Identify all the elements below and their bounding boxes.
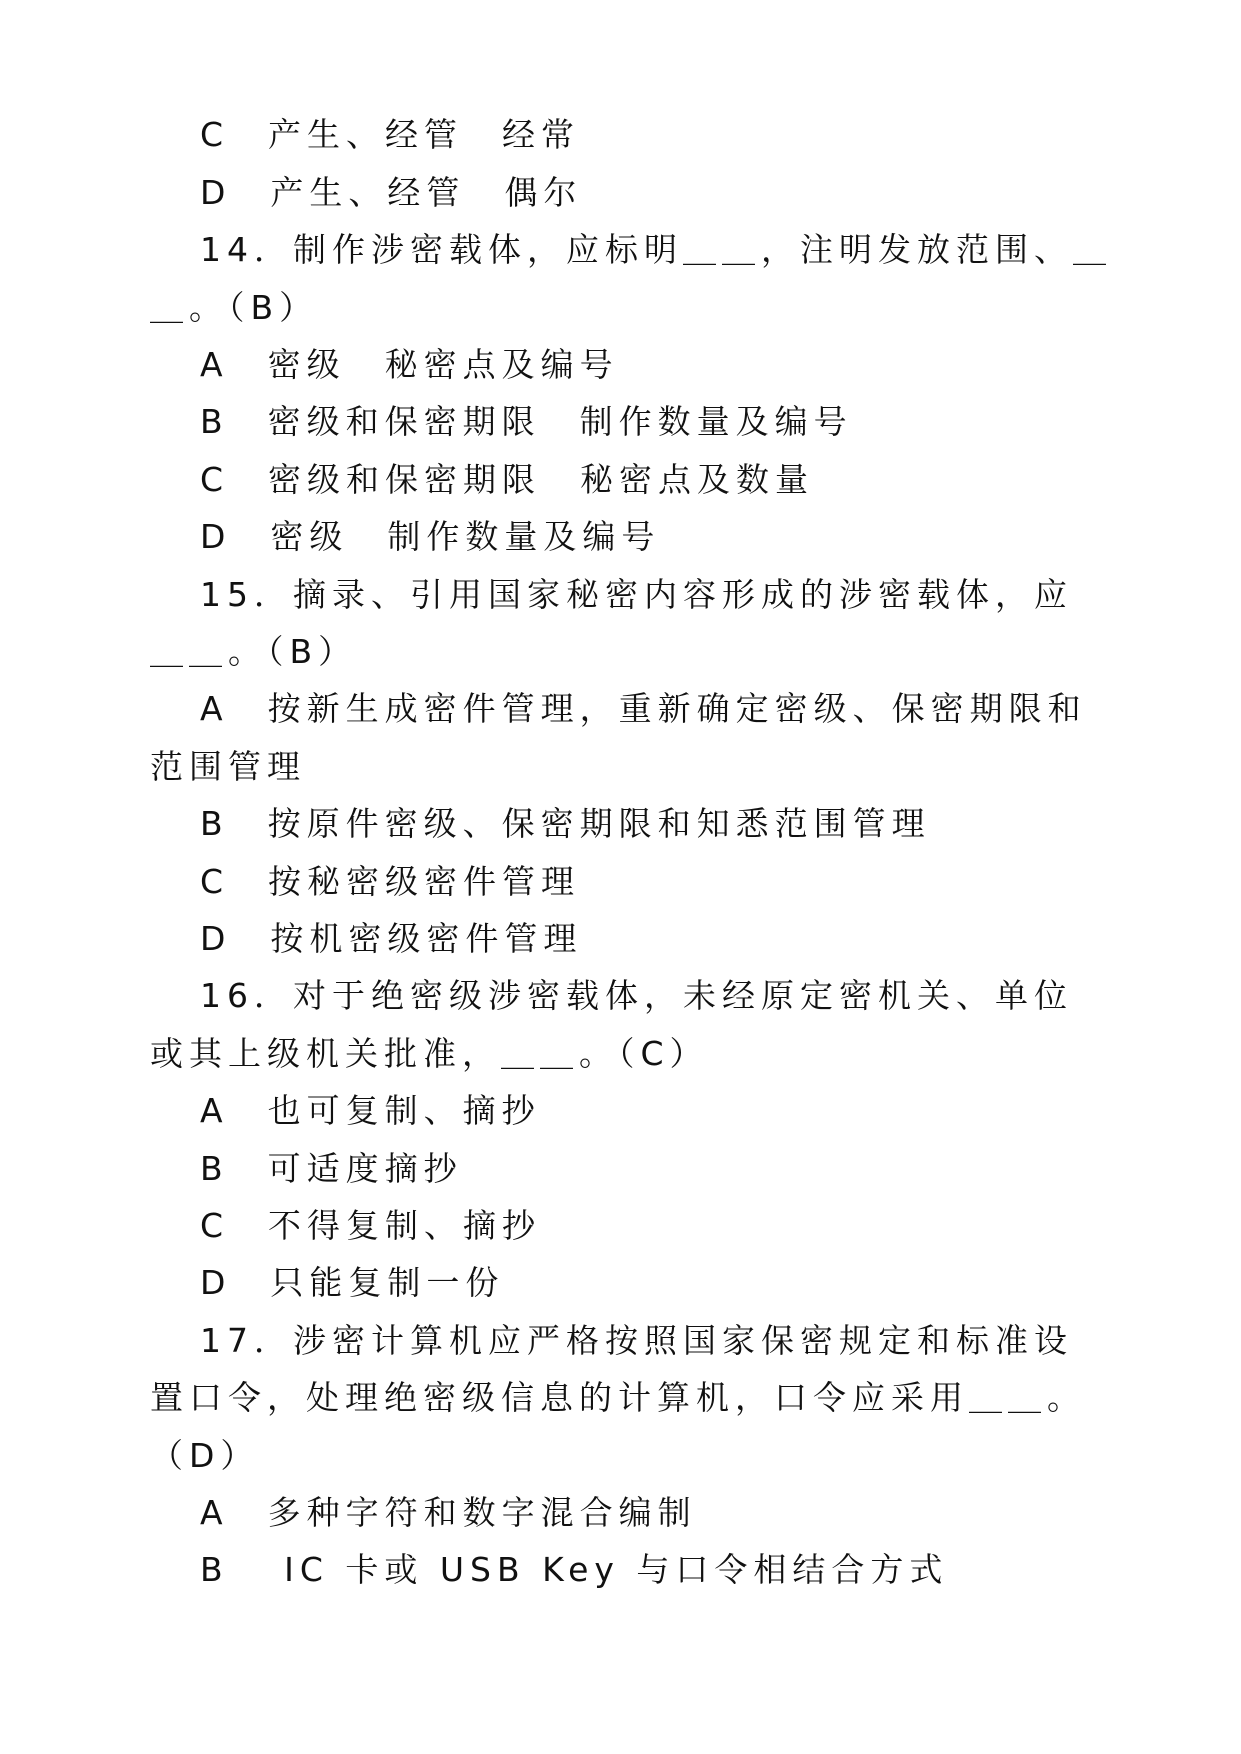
question-15-continued: ＿＿。（B）	[150, 632, 358, 671]
question-14-continued: ＿。（B）	[150, 288, 319, 327]
option-b-q15: B 按原件密级、保密期限和知悉范围管理	[200, 804, 931, 843]
question-15: 15．摘录、引用国家秘密内容形成的涉密载体，应	[200, 575, 1073, 614]
option-a-q14: A 密级 秘密点及编号	[200, 345, 619, 384]
option-d-q15: D 按机密级密件管理	[200, 919, 583, 958]
option-a-q17: A 多种字符和数字混合编制	[200, 1493, 697, 1532]
option-b-q14: B 密级和保密期限 制作数量及编号	[200, 402, 853, 441]
option-c-q14: C 密级和保密期限 秘密点及数量	[200, 460, 815, 499]
option-a-q16: A 也可复制、摘抄	[200, 1091, 541, 1130]
option-d-q13: D 产生、经管 偶尔	[200, 173, 583, 212]
option-b-q17: B IC 卡或 USB Key 与口令相结合方式	[200, 1550, 949, 1589]
question-17: 17．涉密计算机应严格按照国家保密规定和标准设	[200, 1321, 1073, 1360]
option-a-q15-continued: 范围管理	[150, 747, 306, 786]
question-17-continued: 置口令，处理绝密级信息的计算机，口令应采用＿＿。	[150, 1378, 1086, 1417]
option-c-q13: C 产生、经管 经常	[200, 115, 581, 154]
question-14: 14．制作涉密载体，应标明＿＿，注明发放范围、＿	[200, 230, 1112, 269]
question-16: 16．对于绝密级涉密载体，未经原定密机关、单位	[200, 976, 1073, 1015]
option-d-q16: D 只能复制一份	[200, 1263, 505, 1302]
option-c-q15: C 按秘密级密件管理	[200, 862, 581, 901]
question-16-continued: 或其上级机关批准，＿＿。（C）	[150, 1034, 709, 1073]
option-d-q14: D 密级 制作数量及编号	[200, 517, 661, 556]
option-b-q16: B 可适度摘抄	[200, 1149, 463, 1188]
option-c-q16: C 不得复制、摘抄	[200, 1206, 542, 1245]
option-a-q15: A 按新生成密件管理，重新确定密级、保密期限和	[200, 689, 1087, 728]
question-17-answer: （D）	[150, 1436, 260, 1475]
